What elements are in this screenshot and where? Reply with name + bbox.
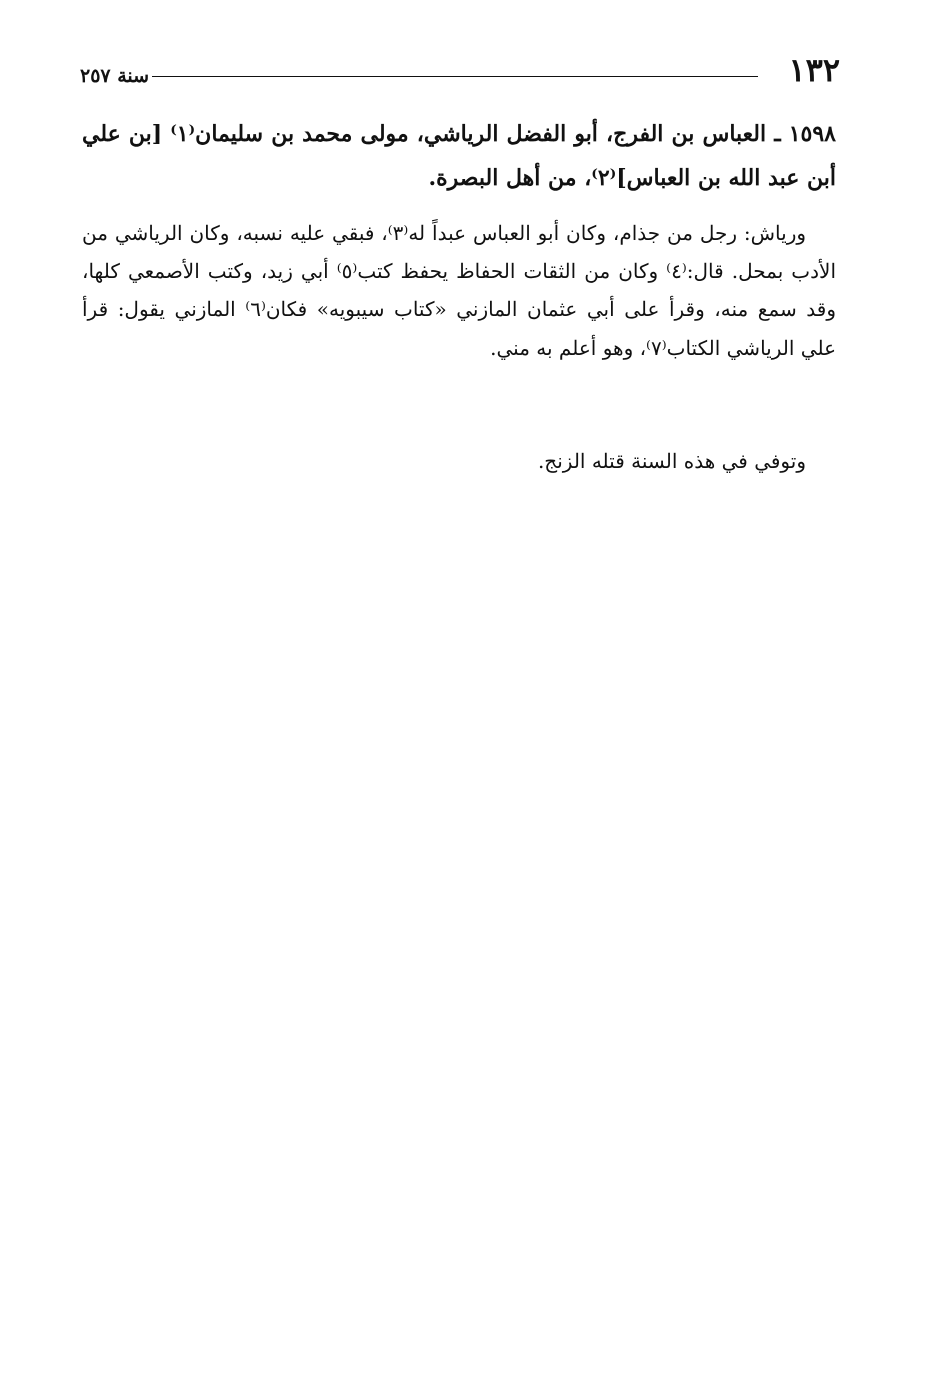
header-rule	[152, 76, 758, 77]
entry-heading: ١٥٩٨ ـ العباس بن الفرج، أبو الفضل الرياشي، مولى محمد بن سليمان⁽١⁾ [بن علي أبن عبد الله بن العباس]⁽٢⁾، من أهل البصرة.	[82, 121, 836, 191]
isnad-block	[82, 442, 836, 480]
death-note-text: وتوفي في هذه السنة قتله الزنج.	[537, 449, 806, 473]
biography-paragraph	[82, 214, 836, 367]
page-number: ١٣٢	[788, 51, 840, 89]
page-header	[80, 50, 840, 94]
biography-text: ورياش: رجل من جذام، وكان أبو العباس عبداً له⁽٣⁾، فبقي عليه نسبه، وكان الرياشي من الأدب بمحل. قال:⁽٤⁾ وكان من الثقات الحفاظ يحفظ كتب⁽٥⁾ أبي زيد، وكتب الأصمعي كلها، وقد سمع منه، وقرأ على أبي عثمان المازني «كتاب سيبويه» فكان⁽٦⁾ المازني يقول: قرأ علي الرياشي الكتاب⁽٧⁾، وهو أعلم به مني.	[82, 221, 837, 360]
running-head-year: سنة ٢٥٧	[80, 65, 150, 87]
